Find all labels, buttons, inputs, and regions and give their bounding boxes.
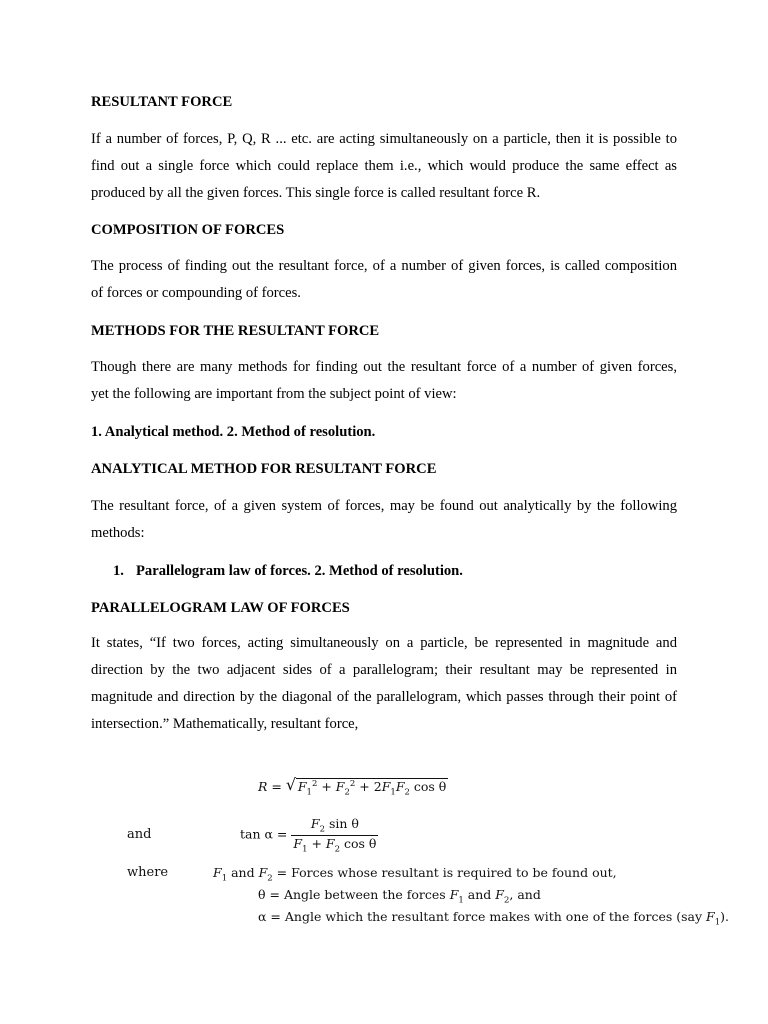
definition-theta-text: = Angle between the forces <box>269 887 446 902</box>
text-line: find out a single force which could replace them i.e., which would produce the same effect as <box>91 158 677 174</box>
definition-forces-text: = Forces whose resultant is required to be found out, <box>276 865 617 880</box>
text-line: intersection.” Mathematically, resultant force, <box>91 716 359 732</box>
where-label: where <box>127 865 169 880</box>
numbered-list-item <box>113 563 463 580</box>
heading-methods: METHODS FOR THE RESULTANT FORCE <box>91 323 380 339</box>
definition-theta: θ = Angle between the forces $F_1$ and $F_2$, and <box>258 887 541 906</box>
paragraph-analytical <box>91 493 677 547</box>
text-line: yet the following are important from the subject point of view: <box>91 386 457 402</box>
text-line: direction by the two adjacent sides of a parallelogram; their resultant may be represented in <box>91 662 677 678</box>
methods-list-bold: 1. Analytical method. 2. Method of resolution. <box>91 424 376 440</box>
paragraph-resultant-force <box>91 126 677 207</box>
definition-theta-tail: , and <box>509 887 541 902</box>
text-line: magnitude and direction by the diagonal of the parallelogram, which passes through their point of <box>91 689 677 705</box>
text-line: It states, “If two forces, acting simultaneously on a particle, be represented in magnitude and <box>91 635 677 651</box>
definition-forces: $F_1$ and $F_2$ = Forces whose resultant is required to be found out, <box>213 865 617 884</box>
heading-analytical-method: ANALYTICAL METHOD FOR RESULTANT FORCE <box>91 461 437 477</box>
list-number: 1. <box>113 563 124 579</box>
text-line: The resultant force, of a given system of forces, may be found out analytically by the following <box>91 498 677 514</box>
definition-alpha-tail: ). <box>720 909 729 924</box>
equation-resultant-magnitude: R = √ $F_1^2 + F_2^2 + 2F_1F_2$ cos θ <box>258 775 447 798</box>
paragraph-methods <box>91 354 677 408</box>
text-line: The process of finding out the resultant force, of a number of given forces, is called composition <box>91 258 677 274</box>
text-line: produced by all the given forces. This single force is called resultant force R. <box>91 185 541 201</box>
and-label: and <box>127 827 152 842</box>
heading-parallelogram-law: PARALLELOGRAM LAW OF FORCES <box>91 600 350 616</box>
definition-alpha: α = Angle which the resultant force makes with one of the forces (say $F_1$). <box>258 909 729 928</box>
list-item-text: Parallelogram law of forces. 2. Method of resolution. <box>136 563 463 579</box>
text-line: methods: <box>91 525 145 541</box>
heading-composition-of-forces: COMPOSITION OF FORCES <box>91 222 285 238</box>
heading-resultant-force: RESULTANT FORCE <box>91 94 233 110</box>
equation-tan-alpha: tan α = $\frac{F_2 \sin \theta}{F_1 + F_2 \cos \theta}$ <box>240 816 377 854</box>
definition-alpha-text: = Angle which the resultant force makes with one of the forces (say <box>270 909 703 924</box>
text-line: If a number of forces, P, Q, R ... etc. are acting simultaneously on a particle, then it is possible to <box>91 131 677 147</box>
text-line: Though there are many methods for finding out the resultant force of a number of given forces, <box>91 359 677 375</box>
paragraph-parallelogram-law <box>91 630 677 738</box>
text-line: of forces or compounding of forces. <box>91 285 301 301</box>
paragraph-composition <box>91 253 677 307</box>
